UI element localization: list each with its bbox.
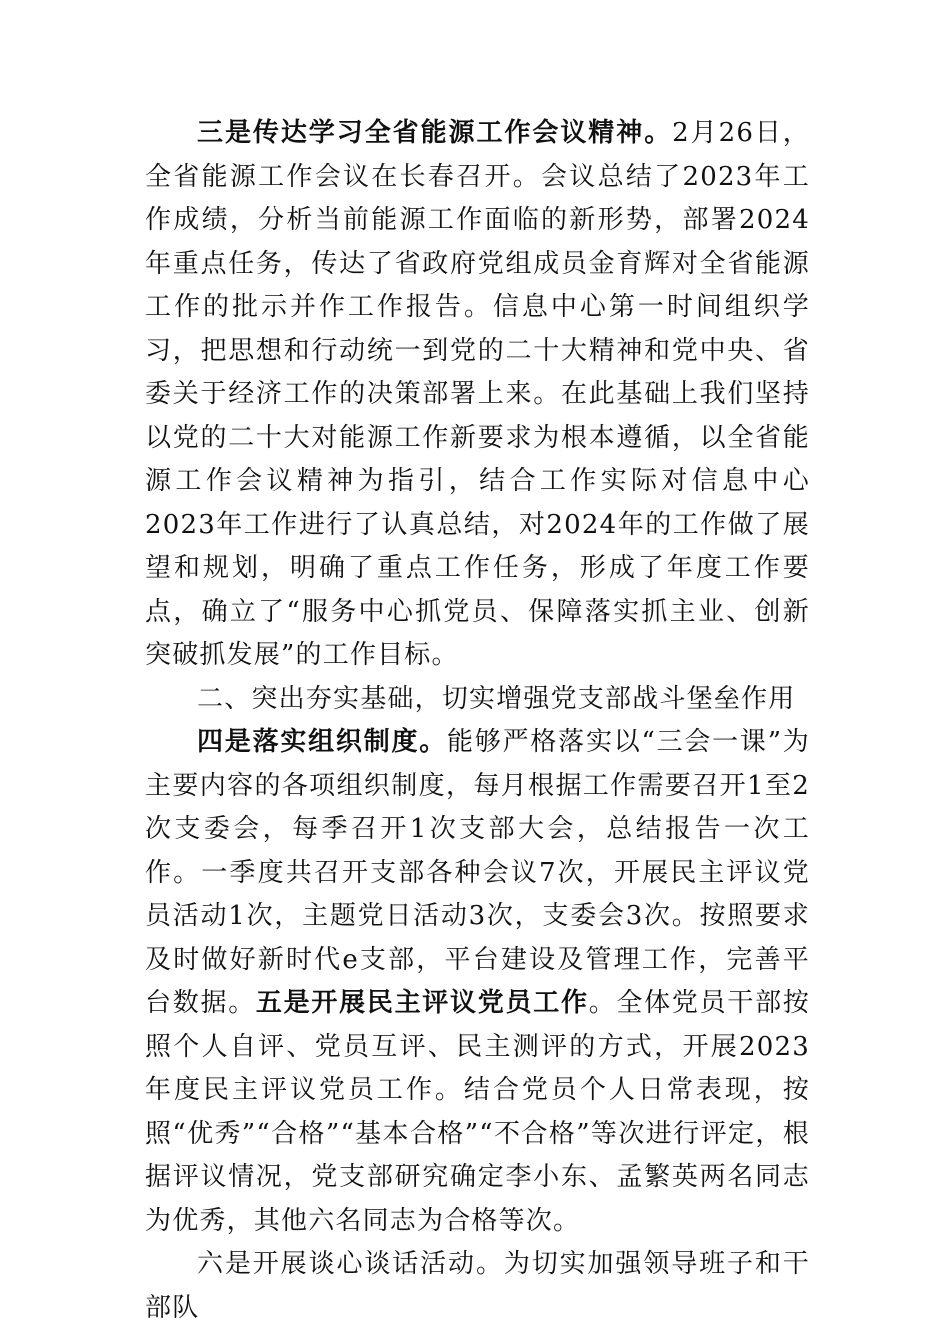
paragraph-energy-meeting [145, 112, 810, 678]
paragraph-lead: 四是落实组织制度。 [197, 727, 448, 757]
paragraph-lead-2: 五是开展民主评议党员工作 [255, 988, 589, 1018]
paragraph-body: 能够严格落实以“三会一课”为主要内容的各项组织制度，每月根据工作需要召开1至2次支委会，每季召开1次支部大会，总结报告一次工作。一季度共召开支部各种会议7次，开展民主评议党员活动1次，主题党日活动3次，支委会3次。按照要求及时做好新时代e支部，平台建设及管理工作，完善平台数据。 [145, 727, 810, 1018]
paragraph-body: 2月26日，全省能源工作会议在长春召开。会议总结了2023年工作成绩，分析当前能源工作面临的新形势，部署2024年重点任务，传达了省政府党组成员金育辉对全省能源工作的批示并作工作报告。信息中心第一时间组织学习，把思想和行动统一到党的二十大精神和党中央、省委关于经济工作的决策部署上来。在此基础上我们坚持以党的二十大对能源工作新要求为根本遵循，以全省能源工作会议精神为指引，结合工作实际对信息中心2023年工作进行了认真总结，对2024年的工作做了展望和规划，明确了重点工作任务，形成了年度工作要点，确立了“服务中心抓党员、保障落实抓主业、创新突破抓发展”的工作目标。 [145, 118, 811, 670]
document-page [145, 112, 810, 1330]
paragraph-lead: 三是传达学习全省能源工作会议精神。 [197, 118, 673, 148]
paragraph-organization-system [145, 721, 810, 1243]
paragraph-body-2: 。全体党员干部按照个人自评、党员互评、民主测评的方式，开展2023年度民主评议党员工作。结合党员个人日常表现，按照“优秀”“合格”“基本合格”“不合格”等次进行评定，根据评议情况，党支部研究确定李小东、孟繁英两名同志为优秀，其他六名同志为合格等次。 [145, 988, 810, 1236]
paragraph-heart-talk [145, 1243, 810, 1330]
section-heading: 二、突出夯实基础，切实增强党支部战斗堡垒作用 [197, 683, 796, 714]
paragraph-body: 六是开展谈心谈话活动。为切实加强领导班子和干部队 [145, 1249, 810, 1323]
